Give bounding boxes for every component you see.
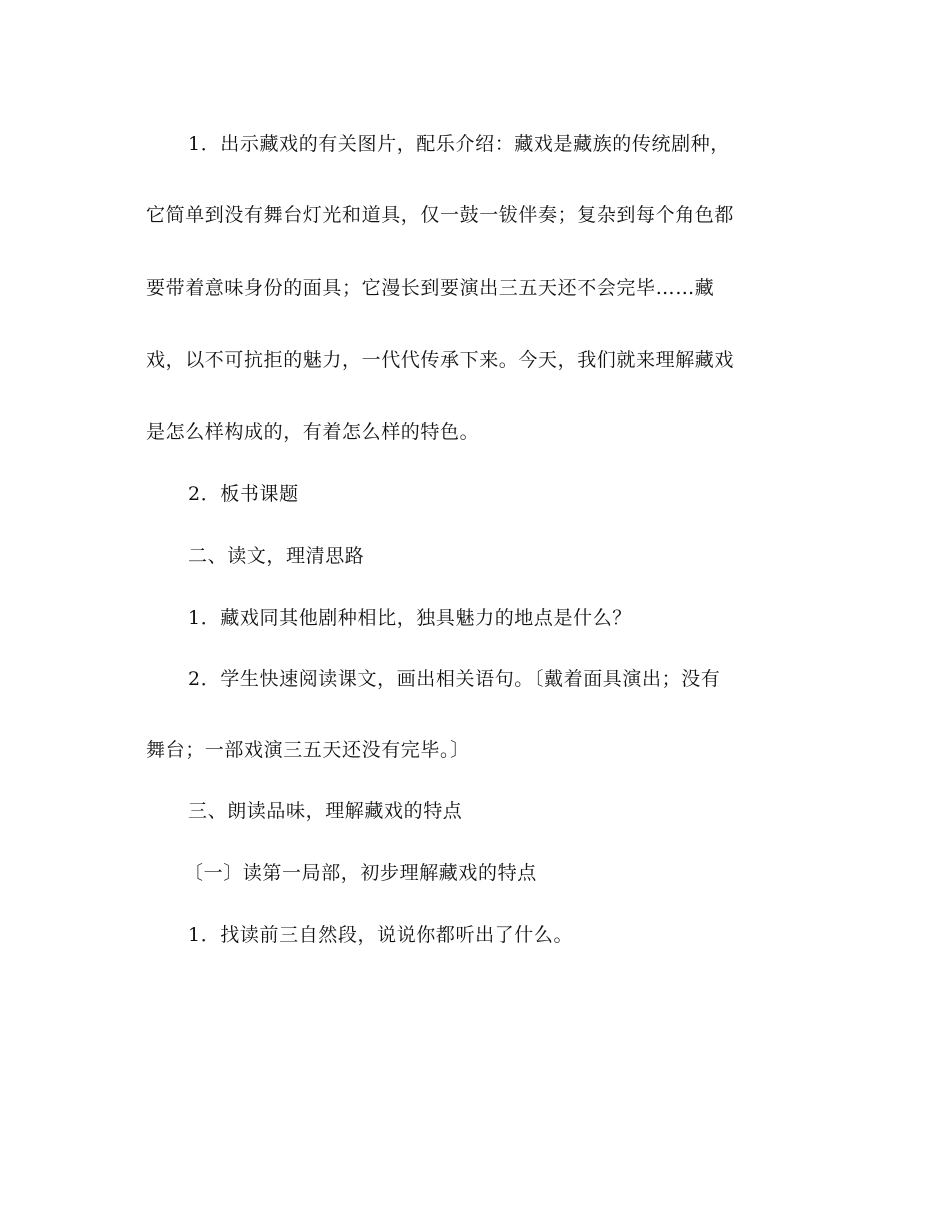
subsection-heading-1: 〔一〕读第一局部，初步理解藏戏的特点	[184, 862, 537, 884]
paragraph-1-line-2: 它简单到没有舞台灯光和道具，仅一鼓一钹伴奏；复杂到每个角色都	[146, 204, 735, 226]
reading-task-item-1: 1．找读前三自然段，说说你都听出了什么。	[188, 924, 574, 946]
question-item-2-line-1: 2．学生快速阅读课文，画出相关语句。〔戴着面具演出；没有	[188, 668, 721, 690]
paragraph-1-line-1: 1．出示藏戏的有关图片，配乐介绍：藏戏是藏族的传统剧种，	[188, 133, 730, 155]
section-heading-3: 三、朗读品味，理解藏戏的特点	[188, 800, 463, 822]
paragraph-1-line-4: 戏，以不可抗拒的魅力，一代代传承下来。今天，我们就来理解藏戏	[146, 349, 735, 371]
section-heading-2: 二、读文，理清思路	[188, 545, 365, 567]
board-title-item: 2．板书课题	[188, 483, 299, 505]
paragraph-1-line-3: 要带着意味身份的面具；它漫长到要演出三五天还不会完毕……藏	[146, 277, 715, 299]
paragraph-1-line-5: 是怎么样构成的，有着怎么样的特色。	[146, 421, 480, 443]
question-item-1: 1．藏戏同其他剧种相比，独具魅力的地点是什么？	[188, 607, 632, 629]
question-item-2-line-2: 舞台；一部戏演三五天还没有完毕。〕	[146, 739, 470, 761]
